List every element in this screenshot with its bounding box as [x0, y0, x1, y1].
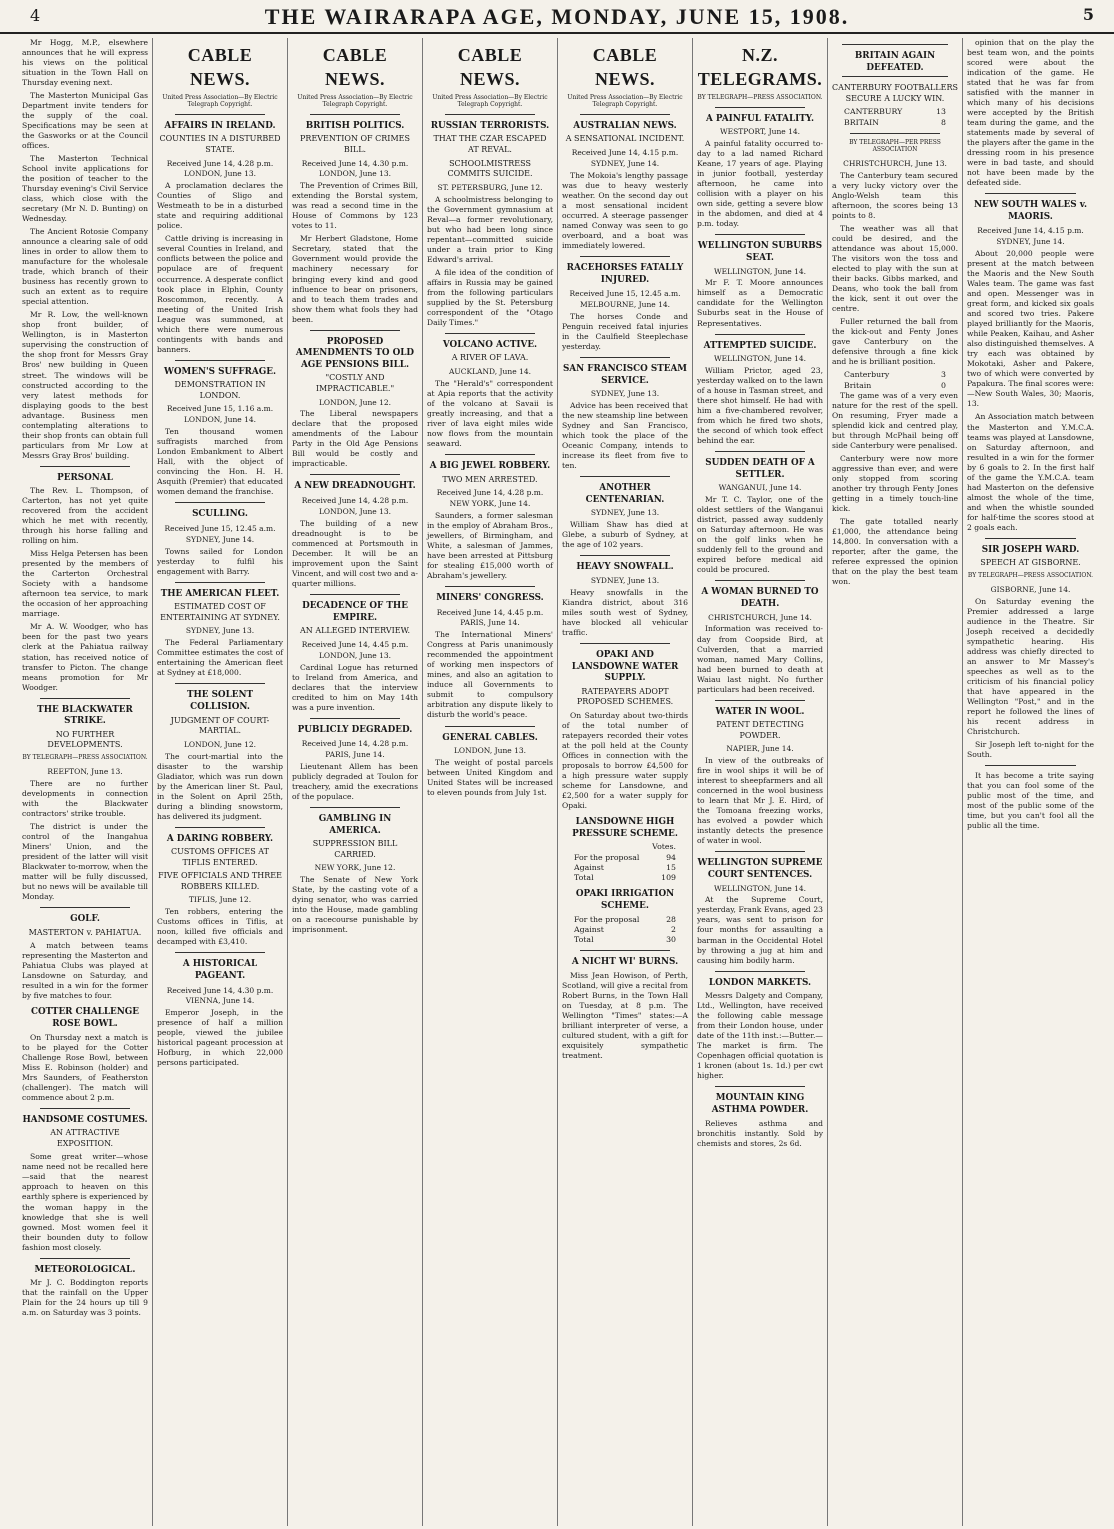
- paragraph: A proclamation declares the Counties of Sligo and Westmeath to be in a disturbed state and requiring additional police.: [157, 181, 283, 231]
- newspaper-columns: [18, 38, 1108, 1526]
- dateline: ST. PETERSBURG, June 12.: [437, 182, 543, 192]
- section-heading: A NEW DREADNOUGHT.: [294, 481, 416, 492]
- section-heading: ATTEMPTED SUICIDE.: [703, 340, 817, 351]
- paragraph: Mr Hogg, M.P., elsewhere announces that he will express his views on the political situation in the Town Hall on Thursday evening next.: [22, 38, 148, 88]
- section-heading: RACEHORSES FATALLY INJURED.: [566, 262, 684, 285]
- dateline: LONDON, June 13.: [318, 650, 392, 660]
- paragraph: The game was of a very even nature for the rest of the spell. On resuming, Fryer made a splendid kick and centred play, but through McPhail being off side Canterbury were penalised.: [832, 391, 958, 451]
- paragraph: Mr F. T. Moore announces himself as a Democratic candidate for the Wellington Suburbs seat in the House of Representatives.: [697, 278, 823, 328]
- section-heading: THE AMERICAN FLEET.: [160, 588, 280, 599]
- section-heading: SAN FRANCISCO STEAM SERVICE.: [562, 364, 688, 386]
- divider: [985, 538, 1076, 539]
- dateline: LONDON, June 13.: [318, 169, 392, 179]
- divider: [40, 1108, 130, 1109]
- team-name: BRITAIN: [844, 117, 879, 127]
- paragraph: About 20,000 people were present at the match between the Maoris and the New South Wales team. The game was fast and open. Messenger was in great form, and kicked six goals and scored two tries. Pakere played brilliantly for the Maoris, while Peaken, Kaihau, and Asher also distinguished themselves. A try each was obtained by Mokotaki, Asher and Pakere, two of which were converted by Papakura. The final scores were:—New South Wales, 30; Maoris, 13.: [967, 249, 1094, 409]
- section-subheading: CUSTOMS OFFICES AT TIFLIS ENTERED.: [171, 847, 269, 867]
- section-heading: THE SOLENT COLLISION.: [186, 690, 254, 712]
- paragraph: The weight of postal parcels between United Kingdom and United States will be increased to eleven pounds from July 1st.: [427, 758, 553, 798]
- section-heading: WELLINGTON SUPREME COURT SENTENCES.: [697, 858, 823, 880]
- paragraph: The Masterton Municipal Gas Department invite tenders for the supply of the coal. Specifications may be seen at the Gasworks or at the Council offices.: [22, 91, 148, 151]
- paragraph: The Prevention of Crimes Bill, extending the Borstal system, was read a second time in the House of Commons by 123 votes to 11.: [292, 181, 418, 231]
- section-heading: A PAINFUL FATALITY.: [705, 113, 815, 124]
- copyright-credit: United Press Association—By Electric Telegraph Copyright.: [297, 93, 413, 108]
- section-subheading: MASTERTON v. PAHIATUA.: [28, 927, 142, 937]
- paragraph: The Ancient Rotosie Company announce a clearing sale of odd lines in order to allow them to manufacture for the wholesale trade, which branch of their business has recently grown to such an extent as to require special attention.: [22, 227, 148, 307]
- paragraph: Ten thousand women suffragists marched from London Embankment to Albert Hall, with the object of convincing the Hon. H. H. Asquith (Premier) that educated women demand the franchise.: [157, 427, 283, 497]
- dateline: TIFLIS, June 12.: [188, 895, 252, 905]
- paragraph: There are no further developments in connection with the Blackwater contractors' strike trouble.: [22, 778, 148, 818]
- column-nz-telegrams: [693, 38, 828, 1526]
- section-heading: MINERS' CONGRESS.: [436, 592, 544, 603]
- paragraph: Information was received to-day from Coopside Bird, at Culverden, that a married woman, named Mary Collins, had been burned to death at Waiau last night. No further particulars had been received.: [697, 624, 823, 694]
- dateline: SYDNEY, June 14.: [996, 237, 1065, 247]
- section-heading: SIR JOSEPH WARD.: [981, 544, 1080, 555]
- divider: [715, 1086, 805, 1087]
- section-heading: A BIG JEWEL ROBBERY.: [429, 460, 551, 471]
- paragraph: Mr T. C. Taylor, one of the oldest settlers of the Wanganui district, passed away suddenly on Saturday afternoon. He was on the golf links when he suddenly fell to the ground and expired before medical aid could be procured.: [697, 495, 823, 575]
- column-heading: CABLE NEWS.: [322, 45, 388, 89]
- section-heading: ANOTHER CENTENARIAN.: [585, 483, 665, 505]
- paragraph: The district is under the control of the Inangahua Miners' Union, and the president of the latter will visit Blackwater to-morrow, when the matter will be fully discussed, but no news will be available till Monday.: [22, 822, 148, 902]
- paragraph: The gate totalled nearly £1,000, the attendance being 14,800. In conversation with a reporter, after the game, the referee expressed the opinion that on the play the best team won.: [832, 517, 958, 587]
- divider: [175, 502, 265, 503]
- section-subheading: ESTIMATED COST OF ENTERTAINING AT SYDNEY.: [160, 602, 280, 622]
- dateline: LONDON, June 12.: [183, 739, 257, 749]
- divider: [715, 107, 805, 108]
- section-heading: COTTER CHALLENGE ROSE BOWL.: [31, 1007, 139, 1029]
- team-score: 8: [941, 117, 946, 127]
- team-name: CANTERBURY: [844, 107, 903, 117]
- divider: [580, 643, 670, 644]
- page-number-left: 4: [30, 6, 41, 25]
- paragraph: The International Miners' Congress at Paris unanimously recommended the appointment of working men inspectors of mines, and also an agitation to induce all Governments to submit to compulsory arbitration any dispute likely to disturb the world's peace.: [427, 630, 553, 720]
- paragraph: The "Herald's" correspondent at Apia reports that the activity of the volcano at Savaii is greatly increasing, and that a river of lava eight miles wide now flows from the mountain seaward.: [427, 378, 553, 448]
- vote-count: 28: [666, 914, 676, 924]
- paragraph: The Mokoia's lengthy passage was due to heavy westerly weather. On the second day out a most sensational incident occurred. A steerage passenger named Conway was seen to go overboard, and a boat was immediately lowered.: [562, 170, 688, 250]
- paragraph: Saunders, a former salesman in the employ of Abraham Bros., jewellers, of Birmingham, and White, a salesman of Jammes, have been arrested at Pittsburg for stealing £15,000 worth of Abraham's jewellery.: [427, 510, 553, 580]
- received-time: Received June 14, 4.30 p.m.: [301, 158, 409, 168]
- column-sport-politics: [963, 38, 1098, 1526]
- paragraph: Mr J. C. Boddington reports that the rainfall on the Upper Plain for the 24 hours up till 9 a.m. on Saturday was 3 points.: [22, 1278, 148, 1318]
- dateline: CHRISTCHURCH, June 13.: [843, 159, 947, 169]
- dateline: CHRISTCHURCH, June 14.: [708, 612, 812, 622]
- masthead: [0, 0, 1114, 34]
- received-time: Received June 15, 12.45 a.m.: [164, 523, 276, 533]
- paragraph: opinion that on the play the best team won, and the points scored were about the indication of the game. He stated that he was far from satisfied with the manner in which many of his decisions were accepted by the British team during the game, and the statements made by several of the players after the game in the dressing room in his presence were in bad taste, and should not have been made by the defeated side.: [967, 38, 1094, 188]
- section-subheading: TWO MEN ARRESTED.: [442, 474, 538, 484]
- telegraph-credit: BY TELEGRAPH—PRESS ASSOCIATION.: [967, 571, 1094, 579]
- section-heading: AUSTRALIAN NEWS.: [573, 120, 677, 131]
- paragraph: A match between teams representing the Masterton and Pahiatua Clubs was played at Lansdowne on Saturday, and resulted in a win for the former by five matches to four.: [22, 941, 148, 1001]
- divider: [985, 193, 1076, 194]
- section-subheading: PREVENTION OF CRIMES BILL.: [300, 134, 410, 155]
- paragraph: Miss Jean Howison, of Perth, Scotland, will give a recital from Robert Burns, in the Town Hall on Tuesday, at 8 p.m. The Wellington "Times" states:—A brilliant interpreter of verse, a cultured student, with a gift for exquisitely sympathetic treatment.: [562, 971, 688, 1061]
- received-time: Received June 14, 4.28 p.m.: [166, 158, 274, 168]
- section-subheading: RATEPAYERS ADOPT PROPOSED SCHEMES.: [576, 686, 674, 707]
- advertisement-text: Relieves asthma and bronchitis instantly. Sold by chemists and stores, 2s 6d.: [697, 1118, 823, 1148]
- column-cable-news-2: [288, 38, 423, 1526]
- section-heading: HEAVY SNOWFALL.: [576, 562, 674, 573]
- vote-count: 2: [671, 924, 676, 934]
- section-heading: SCULLING.: [192, 509, 248, 520]
- divider: [175, 582, 265, 583]
- divider: [175, 683, 265, 684]
- vote-row-label: For the proposal: [574, 914, 640, 924]
- received-time: Received June 14, 4.28 p.m.: [301, 496, 409, 506]
- section-subheading: SCHOOLMISTRESS COMMITS SUICIDE.: [447, 158, 533, 179]
- divider: [175, 360, 265, 361]
- section-subheading: A SENSATIONAL INCIDENT.: [565, 134, 685, 144]
- section-heading: DECADENCE OF THE EMPIRE.: [302, 600, 408, 623]
- section-subheading: "COSTLY AND IMPRACTICABLE.": [315, 373, 395, 393]
- dateline: AUCKLAND, June 14.: [449, 366, 531, 376]
- divider: [445, 114, 535, 115]
- section-heading: THE BLACKWATER STRIKE.: [37, 704, 133, 727]
- team-name: Britain: [844, 380, 872, 390]
- section-subheading: SPEECH AT GISBORNE.: [980, 558, 1081, 568]
- section-heading: BRITAIN AGAIN DEFEATED.: [854, 51, 936, 73]
- dateline: LONDON, June 13.: [453, 746, 527, 756]
- copyright-credit: United Press Association—By Electric Telegraph Copyright.: [162, 93, 278, 108]
- divider: [445, 586, 535, 587]
- divider: [175, 114, 265, 115]
- section-subheading: COUNTIES IN A DISTURBED STATE.: [159, 134, 281, 155]
- section-heading: HANDSOME COSTUMES.: [22, 1114, 148, 1125]
- section-subheading: SUPPRESSION BILL CARRIED.: [312, 839, 398, 859]
- dateline: SYDNEY, June 14.: [590, 158, 660, 168]
- received-time: Received June 14, 4.15 p.m.: [977, 226, 1084, 236]
- divider: [580, 950, 670, 951]
- section-heading: A DARING ROBBERY.: [166, 833, 274, 844]
- divider: [715, 451, 805, 452]
- vote-row: [562, 915, 688, 925]
- telegraph-credit: BY TELEGRAPH—PER PRESS ASSOCIATION: [849, 138, 941, 154]
- paragraph: In view of the outbreaks of fire in wool ships it will be of interest to sheepfarmers and all concerned in the wool business to learn that Mr J. E. Hird, of the Tomoana freezing works, has evolved a powder which instantly detects the presence of water in wool.: [697, 756, 823, 846]
- team-score: 0: [941, 380, 946, 390]
- paragraph: Mr Herbert Gladstone, Home Secretary, stated that the Government would provide the machinery necessary for bringing every kind and good influence to bear on prisoners, and to teach them trades and show them what fools they had been.: [292, 234, 418, 324]
- divider: [445, 726, 535, 727]
- divider: [715, 580, 805, 581]
- section-subheading: AN ALLEGED INTERVIEW.: [300, 626, 410, 636]
- divider: [715, 700, 805, 701]
- column-heading: CABLE NEWS.: [457, 45, 523, 89]
- section-heading: WELLINGTON SUBURBS SEAT.: [697, 241, 823, 263]
- dateline: SYDNEY, June 13.: [590, 508, 660, 518]
- divider: [715, 234, 805, 235]
- section-heading: METEOROLOGICAL.: [34, 1264, 136, 1275]
- team-score: 13: [936, 107, 946, 117]
- paragraph: The Canterbury team secured a very lucky victory over the Anglo-Welsh team this afternoon, the scores being 13 points to 8.: [832, 171, 958, 221]
- section-subheading: NO FURTHER DEVELOPMENTS.: [47, 729, 123, 750]
- section-subheading: CANTERBURY FOOTBALLERS SECURE A LUCKY WIN.: [832, 83, 958, 103]
- paragraph: An Association match between the Masterton and Y.M.C.A. teams was played at Lansdowne, on Saturday afternoon, and resulted in a win for the former by 6 goals to 2. In the first half of the game the Y.M.C.A. team had Masterton on the defensive almost the whole of the time, and when the whistle sounded for half-time the scores stood at 2 goals each.: [967, 412, 1094, 532]
- dateline: SYDNEY, June 13.: [590, 389, 660, 399]
- dateline: WELLINGTON, June 14.: [713, 883, 807, 893]
- divider: [580, 357, 670, 358]
- section-heading: RUSSIAN TERRORISTS.: [430, 120, 550, 131]
- divider: [40, 466, 130, 467]
- dateline: LONDON, June 13.: [183, 169, 257, 179]
- divider: [40, 698, 130, 699]
- paragraph: Ten robbers, entering the Customs offices in Tiflis, at noon, killed five officials and decamped with £3,410.: [157, 907, 283, 947]
- paragraph: The Federal Parliamentary Committee estimates the cost of entertaining the American fleet at Sydney at £18,000.: [157, 638, 283, 678]
- received-time: Received June 15, 1.16 a.m.: [166, 404, 274, 414]
- divider: [580, 114, 670, 115]
- paragraph: Mr A. W. Woodger, who has been for the past two years clerk at the Pahiatua railway station, has received notice of transfer to Picton. The change means promotion for Mr Woodger.: [22, 622, 148, 692]
- dateline: WANGANUI, June 14.: [718, 483, 802, 493]
- received-time: Received June 14, 4.45 p.m.: [301, 639, 409, 649]
- section-subheading: AN ATTRACTIVE EXPOSITION.: [50, 1128, 120, 1148]
- vote-row-label: Against: [574, 924, 604, 934]
- score-row: [832, 118, 958, 128]
- vote-row-label: Total: [574, 873, 594, 883]
- section-subheading: THAT THE CZAR ESCAPED AT REVAL.: [433, 134, 547, 155]
- column-cable-news-4: [558, 38, 693, 1526]
- section-subheading: DEMONSTRATION IN LONDON.: [174, 380, 266, 400]
- newspaper-title: THE WAIRARAPA AGE, MONDAY, JUNE 15, 1908.: [264, 4, 850, 29]
- score-row: [832, 107, 958, 117]
- paragraph: Some great writer—whose name need not be recalled here—said that the nearest approach to heaven on this earthly sphere is experienced by the woman happy in the knowledge that she is well gowned. Most women feel it their bounden duty to follow fashion most closely.: [22, 1152, 148, 1252]
- divider: [175, 952, 265, 953]
- section-heading: PUBLICLY DEGRADED.: [297, 724, 413, 735]
- paragraph: William Prictor, aged 23, yesterday walked on to the lawn of a house in Tasman street, and there shot himself. He had with him a five-chambered revolver, from which he fired two shots, the second of which took effect behind the ear.: [697, 366, 823, 446]
- section-heading: GENERAL CABLES.: [442, 732, 538, 743]
- paragraph: On Thursday next a match is to be played for the Cotter Challenge Rose Bowl, between Miss E. Robinson (holder) and Mrs Saunders, of Featherston (challenger). The match will commence about 2 p.m.: [22, 1032, 148, 1102]
- divider: [715, 851, 805, 852]
- section-heading: GOLF.: [70, 914, 100, 925]
- vote-row: [562, 873, 688, 883]
- received-time: Received June 15, 12.45 a.m.: [569, 289, 681, 299]
- paragraph: On Saturday about two-thirds of the total number of ratepayers recorded their votes at the poll held at the County Offices in connection with the proposals to borrow £4,500 for a high pressure water supply scheme for Lansdowne, and £2,500 for a water supply for Opaki.: [562, 710, 688, 811]
- divider: [580, 476, 670, 477]
- divider: [580, 555, 670, 556]
- vote-row-label: For the proposal: [574, 852, 640, 862]
- vote-row: [562, 853, 688, 863]
- team-name: Canterbury: [844, 370, 890, 380]
- section-subheading: A RIVER OF LAVA.: [451, 353, 529, 363]
- vote-count: 15: [666, 862, 676, 872]
- vote-count: 94: [666, 852, 676, 862]
- vote-row: [562, 935, 688, 945]
- telegraph-credit: BY TELEGRAPH—PRESS ASSOCIATION.: [697, 93, 823, 101]
- dateline: WESTPORT, June 14.: [719, 127, 801, 137]
- received-time: Received June 14, 4.28 p.m.: [436, 488, 544, 498]
- copyright-credit: United Press Association—By Electric Telegraph Copyright.: [567, 93, 683, 108]
- headline-box: [842, 44, 948, 77]
- paragraph: Lieutenant Allem has been publicly degraded at Toulon for treachery, amid the execrations of the populace.: [292, 762, 418, 802]
- paragraph: The Masterton Technical School invite applications for the position of teacher to the Thursday evening's Civil Service class, which close with the secretary (Mr N. D. Bunting) on Wednesday.: [22, 154, 148, 224]
- column-heading: N.Z. TELEGRAMS.: [697, 45, 823, 89]
- team-score: 3: [941, 370, 946, 380]
- paragraph: William Shaw has died at Glebe, a suburb of Sydney, at the age of 102 years.: [562, 520, 688, 550]
- section-subheading: FIVE OFFICIALS AND THREE ROBBERS KILLED.: [158, 871, 282, 891]
- column-cable-news-3: [423, 38, 558, 1526]
- received-time: Received June 14, 4.28 p.m.: [301, 739, 409, 749]
- vote-row: [562, 925, 688, 935]
- paragraph: Fuller returned the ball from the kick-out and Fenty Jones gave Canterbury on the defensive through a fine kick and he is brilliant position.: [832, 317, 958, 367]
- vote-row-label: Total: [574, 935, 594, 945]
- dateline: NAPIER, June 14.: [726, 744, 794, 754]
- score-row: [832, 370, 958, 380]
- dateline: LONDON, June 14.: [183, 415, 257, 425]
- section-heading: GAMBLING IN AMERICA.: [318, 814, 392, 836]
- section-subheading: JUDGMENT OF COURT-MARTIAL.: [170, 715, 270, 736]
- divider: [445, 333, 535, 334]
- dateline: GISBORNE, June 14.: [990, 585, 1071, 595]
- dateline: REEFTON, June 13.: [47, 767, 123, 777]
- section-heading: A WOMAN BURNED TO DEATH.: [701, 587, 819, 609]
- section-subheading: PATENT DETECTING POWDER.: [716, 720, 804, 740]
- dateline: LONDON, June 12.: [318, 397, 392, 407]
- paragraph: It has become a trite saying that you can fool some of the public most of the time, and most of the public some of the time, but you can't fool all the public all the time.: [967, 771, 1094, 831]
- telegraph-credit: BY TELEGRAPH—PRESS ASSOCIATION.: [22, 753, 148, 761]
- dateline: WELLINGTON, June 14.: [713, 354, 807, 364]
- column-heading: CABLE NEWS.: [592, 45, 658, 89]
- dateline: NEW YORK, June 14.: [449, 498, 531, 508]
- received-time: Received June 14, 4.45 p.m.: [436, 607, 544, 617]
- section-heading: VOLCANO ACTIVE.: [442, 339, 538, 350]
- paragraph: The horses Conde and Penguin received fatal injuries in the Caulfield Steeplechase yesterday.: [562, 311, 688, 351]
- page-number-right: 5: [1082, 5, 1094, 24]
- paragraph: Cardinal Logue has returned to Ireland from America, and declares that the interview credited to him on May 14th was a pure invention.: [292, 662, 418, 712]
- section-heading: PROPOSED AMENDMENTS TO OLD AGE PENSIONS BILL.: [295, 336, 415, 370]
- score-row: [832, 381, 958, 391]
- dateline: NEW YORK, June 12.: [314, 863, 396, 873]
- paragraph: At the Supreme Court, yesterday, Frank Evans, aged 23 years, was sent to prison for four months for assaulting a barman in the Occidental Hotel by throwing a jug at him and causing him bodily harm.: [697, 895, 823, 965]
- vote-row-label: Against: [574, 862, 604, 872]
- paragraph: The court-martial into the disaster to the warship Gladiator, which was run down by the American liner St. Paul, in the Solent on April 25th, during a blinding snowstorm, has delivered its judgment.: [157, 751, 283, 821]
- divider: [310, 718, 400, 719]
- vote-count: 109: [661, 873, 676, 883]
- divider: [850, 133, 940, 134]
- paragraph: The Liberal newspapers declare that the proposed amendments of the Labour Party in the Old Age Pensions Bill would be costly and impracticable.: [292, 409, 418, 469]
- section-heading: WATER IN WOOL.: [715, 706, 805, 717]
- paragraph: The building of a new dreadnought is to be commenced at Portsmouth in December. It will be an improvement upon the Saint Vincent, and will cost two and a-quarter millions.: [292, 518, 418, 588]
- section-heading: LONDON MARKETS.: [708, 977, 812, 988]
- divider: [580, 256, 670, 257]
- section-heading: A HISTORICAL PAGEANT.: [182, 959, 258, 981]
- dateline: MELBOURNE, June 14.: [579, 300, 671, 310]
- dateline: WELLINGTON, June 14.: [713, 266, 807, 276]
- received-time: Received June 14, 4.30 p.m.: [166, 985, 274, 995]
- divider: [715, 971, 805, 972]
- paragraph: A file idea of the condition of affairs in Russia may be gained from the following particulars supplied by the St. Petersburg correspondent of the "Otago Daily Times.": [427, 267, 553, 327]
- paragraph: The Rev. L. Thompson, of Carterton, has not yet quite recovered from the accident which he met with recently, through his horse falling and rolling on him.: [22, 486, 148, 546]
- section-heading: OPAKI IRRIGATION SCHEME.: [575, 889, 675, 911]
- divider: [445, 454, 535, 455]
- votes-header: [562, 842, 688, 852]
- paragraph: The Senate of New York State, by the casting vote of a dying senator, who was carried into the House, made gambling on a racecourse punishable by imprisonment.: [292, 875, 418, 935]
- divider: [310, 330, 400, 331]
- dateline: SYDNEY, June 13.: [185, 626, 255, 636]
- divider: [40, 907, 130, 908]
- advertisement-heading: MOUNTAIN KING ASTHMA POWDER.: [711, 1093, 809, 1115]
- section-heading: BRITISH POLITICS.: [305, 120, 405, 131]
- vote-row: [562, 863, 688, 873]
- copyright-credit: United Press Association—By Electric Telegraph Copyright.: [432, 93, 548, 108]
- paragraph: A painful fatality occurred to-day to a lad named Richard Keane, 17 years of age. Playing in junior football, yesterday afternoon, he came into collision with a player on his own side, getting a severe blow in the abdomen, and died at 4 p.m. today.: [697, 139, 823, 229]
- paragraph: A schoolmistress belonging to the Government gymnasium at Reval—a former revolutionary, but who had been long since repentant—committed suicide under a train prior to King Edward's arrival.: [427, 194, 553, 264]
- dateline: SYDNEY, June 13.: [590, 575, 660, 585]
- paragraph: Towns sailed for London yesterday to fulfil his engagement with Barry.: [157, 546, 283, 576]
- divider: [40, 1258, 130, 1259]
- dateline: LONDON, June 13.: [318, 506, 392, 516]
- paragraph: Cattle driving is increasing in several Counties in Ireland, and conflicts between the police and populace are of frequent occurrence. A desperate conflict took place in Elphin, County Roscommon, recently. A meeting of the United Irish League was summoned, at which there were numerous contingents with bands and banners.: [157, 234, 283, 354]
- paragraph: Heavy snowfalls in the Kiandra district, about 316 miles south west of Sydney, have blocked all vehicular traffic.: [562, 587, 688, 637]
- paragraph: Messrs Dalgety and Company, Ltd., Wellington, have received the following cable message from their London house, under date of the 11th inst.:—Butter.—The market is firm. The Copenhagen official quotation is 1 kronen (about 1s. 1d.) per cwt higher.: [697, 991, 823, 1081]
- paragraph: Miss Helga Petersen has been presented by the members of the Carterton Orchestral Society with a handsome afternoon tea service, to mark the occasion of her approaching marriage.: [22, 549, 148, 619]
- dateline: VIENNA, June 14.: [185, 996, 255, 1006]
- paragraph: Advice has been received that the new steamship line between Sydney and San Francisco, which took the place of the Oceanic Company, intends to increase its fleet from five to ten.: [562, 401, 688, 471]
- divider: [310, 474, 400, 475]
- paragraph: On Saturday evening the Premier addressed a large audience in the Theatre. Sir Joseph received a decidedly sympathetic hearing. His address was chiefly directed to an answer to Mr Massey's speeches as well as to the criticism of his financial policy that have appeared in the Wellington "Post," and in the report he followed the lines of his recent address in Christchurch.: [967, 596, 1094, 737]
- received-time: Received June 14, 4.15 p.m.: [571, 148, 679, 158]
- dateline: PARIS, June 14.: [460, 618, 520, 628]
- votes-label: Votes.: [652, 842, 676, 852]
- section-heading: LANSDOWNE HIGH PRESSURE SCHEME.: [572, 817, 678, 839]
- divider: [310, 594, 400, 595]
- paragraph: Emperor Joseph, in the presence of half a million people, viewed the jubilee historical pageant procession at Hofburg, in which 22,000 persons participated.: [157, 1008, 283, 1068]
- divider: [310, 807, 400, 808]
- section-heading: AFFAIRS IN IRELAND.: [164, 120, 276, 131]
- column-local-news: [18, 38, 153, 1526]
- divider: [715, 334, 805, 335]
- paragraph: The weather was all that could be desired, and the attendance was about 15,000. The visitors won the toss and elected to play with the sun at their backs. Gibbs marked, and Deans, who took the ball from the kick, sent it out over the centre.: [832, 224, 958, 314]
- dateline: PARIS, June 14.: [325, 750, 385, 760]
- paragraph: Mr R. Low, the well-known shop front builder, of Wellington, is in Masterton supervising the construction of the shop front for Messrs Gray Bros' new building in Queen street. The windows will be constructed according to the very latest methods for displaying goods to the best advantage. Business men contemplating alterations to their shop fronts can obtain full particulars from Mr Low at Messrs Gray Bros' building.: [22, 310, 148, 460]
- column-football: [828, 38, 963, 1526]
- section-heading: NEW SOUTH WALES v. MAORIS.: [973, 200, 1088, 222]
- section-heading: A NICHT WI' BURNS.: [571, 957, 679, 968]
- paragraph: Sir Joseph left to-night for the South.: [967, 740, 1094, 760]
- dateline: SYDNEY, June 14.: [185, 534, 255, 544]
- section-heading: PERSONAL: [57, 472, 113, 483]
- divider: [175, 827, 265, 828]
- vote-count: 30: [666, 935, 676, 945]
- column-cable-news-1: [153, 38, 288, 1526]
- section-heading: OPAKI AND LANSDOWNE WATER SUPPLY.: [571, 649, 679, 684]
- column-heading: CABLE NEWS.: [187, 45, 253, 89]
- divider: [985, 765, 1076, 766]
- section-heading: SUDDEN DEATH OF A SETTLER.: [705, 458, 815, 480]
- paragraph: Canterbury were now more aggressive than ever, and were only stopped from scoring another try through Fenty Jones getting in a timely touch-line kick.: [832, 454, 958, 514]
- divider: [310, 114, 400, 115]
- section-heading: WOMEN'S SUFFRAGE.: [163, 366, 277, 377]
